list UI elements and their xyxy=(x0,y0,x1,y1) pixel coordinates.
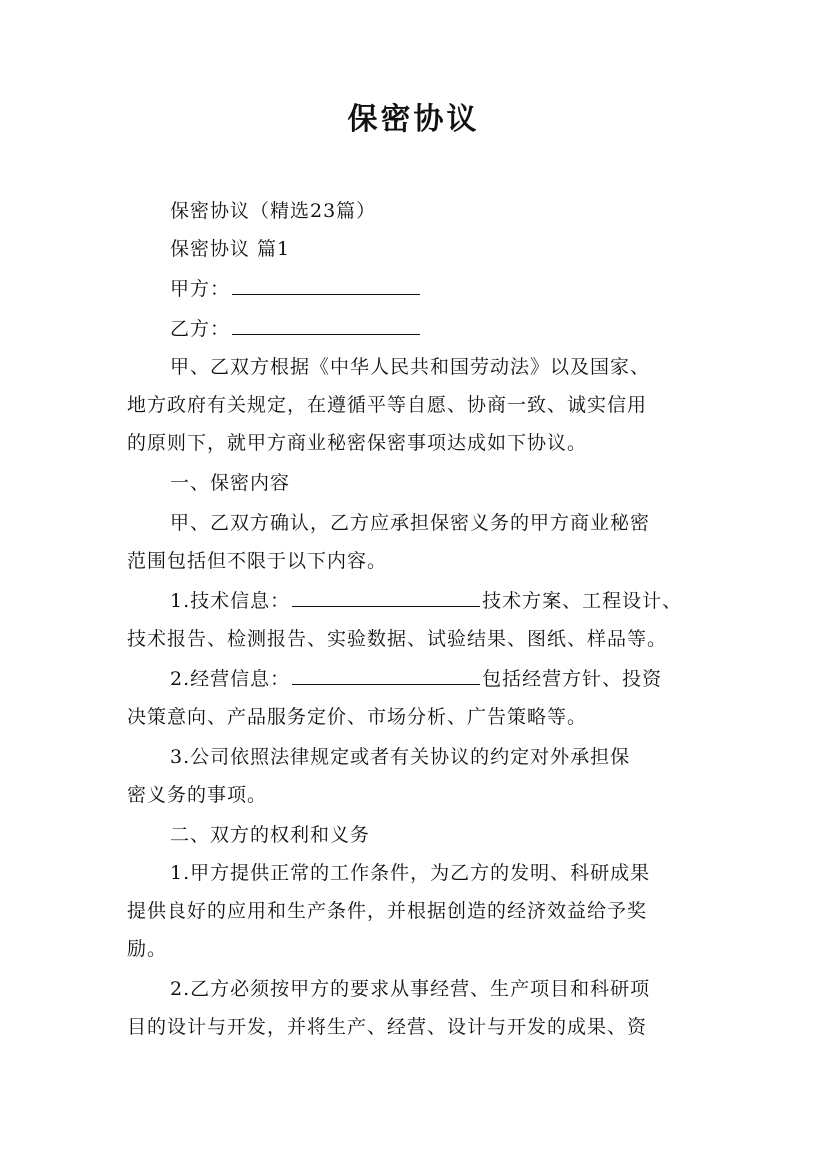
business-info-label: 2.经营信息： xyxy=(170,668,291,690)
party-a-line xyxy=(170,276,715,302)
tech-info-blank xyxy=(292,588,480,607)
paragraph-line: 目的设计与开发，并将生产、经营、设计与开发的成果、资 xyxy=(127,1016,648,1038)
paragraph-line: 2.乙方必须按甲方的要求从事经营、生产项目和科研项 xyxy=(170,978,651,1000)
party-a-label: 甲方： xyxy=(170,278,231,300)
tech-info-line xyxy=(170,588,715,614)
paragraph-line: 3.公司依照法律规定或者有关协议的约定对外承担保 xyxy=(170,746,631,768)
paragraph-line: 的原则下，就甲方商业秘密保密事项达成如下协议。 xyxy=(127,432,588,454)
paragraph-line: 范围包括但不限于以下内容。 xyxy=(127,550,388,572)
party-b-label: 乙方： xyxy=(170,318,231,340)
section-heading: 二、双方的权利和义务 xyxy=(170,824,371,846)
paragraph-line: 技术报告、检测报告、实验数据、试验结果、图纸、样品等。 xyxy=(127,628,668,650)
subtitle-line: 保密协议（精选23篇） xyxy=(170,200,377,222)
tech-info-text: 技术方案、工程设计、 xyxy=(482,590,683,612)
paragraph-line: 地方政府有关规定，在遵循平等自愿、协商一致、诚实信用 xyxy=(127,394,648,416)
paragraph-line: 励。 xyxy=(127,938,168,960)
paragraph-line: 甲、乙双方确认，乙方应承担保密义务的甲方商业秘密 xyxy=(170,512,651,534)
business-info-text: 包括经营方针、投资 xyxy=(482,668,663,690)
business-info-line xyxy=(170,666,715,692)
section-heading: 一、保密内容 xyxy=(170,472,291,494)
paragraph-line: 甲、乙双方根据《中华人民共和国劳动法》以及国家、 xyxy=(170,356,651,378)
party-a-blank xyxy=(232,276,420,295)
document-title: 保密协议 xyxy=(347,102,480,137)
party-b-blank xyxy=(232,316,420,335)
paragraph-line: 密义务的事项。 xyxy=(127,784,268,806)
business-info-blank xyxy=(292,666,480,685)
tech-info-label: 1.技术信息： xyxy=(170,590,291,612)
paragraph-line: 决策意向、产品服务定价、市场分析、广告策略等。 xyxy=(127,706,588,728)
section-heading: 保密协议 篇1 xyxy=(170,238,291,260)
paragraph-line: 提供良好的应用和生产条件，并根据创造的经济效益给予奖 xyxy=(127,900,648,922)
paragraph-line: 1.甲方提供正常的工作条件，为乙方的发明、科研成果 xyxy=(170,862,651,884)
party-b-line xyxy=(170,316,715,342)
